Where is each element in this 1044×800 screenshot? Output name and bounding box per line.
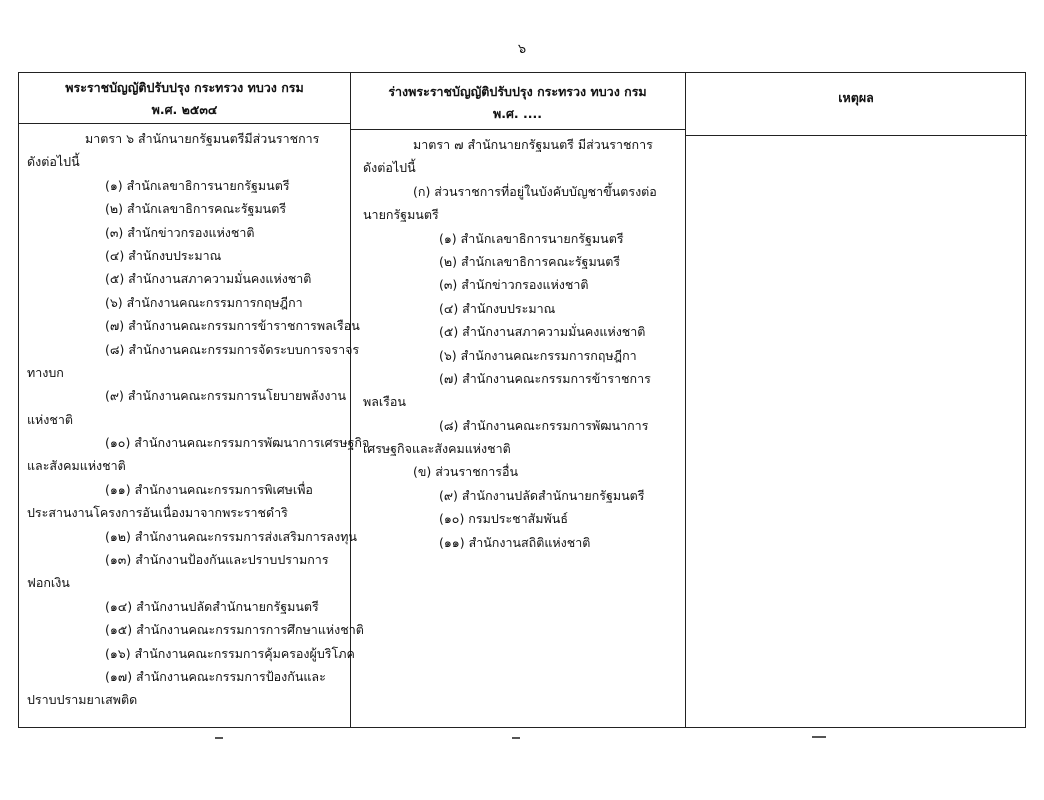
text-line: มาตรา ๖ สำนักนายกรัฐมนตรีมีส่วนราชการ <box>85 131 320 146</box>
header-draft-act-year: พ.ศ. .... <box>492 106 543 121</box>
text-line: (๔) สำนักงบประมาณ <box>105 247 222 263</box>
text-line: และสังคมแห่งชาติ <box>27 458 126 474</box>
text-line: (๙) สำนักงานคณะกรรมการนโยบายพลังงาน <box>105 388 347 404</box>
text-line: (๗) สำนักงานคณะกรรมการข้าราชการพลเรือน <box>105 318 360 334</box>
text-line: (๘) สำนักงานคณะกรรมการจัดระบบการจราจร <box>105 341 360 357</box>
text-line: (๑๖) สำนักงานคณะกรรมการคุ้มครองผู้บริโภค <box>105 645 355 661</box>
text-line: (๑) สำนักเลขาธิการนายกรัฐมนตรี <box>439 230 624 246</box>
text-line: (๒) สำนักเลขาธิการคณะรัฐมนตรี <box>105 201 287 217</box>
scan-mark <box>215 737 223 739</box>
text-line: (๘) สำนักงานคณะกรรมการพัฒนาการ <box>439 417 649 433</box>
header-current-act-title: พระราชบัญญัติปรับปรุง กระทรวง ทบวง กรม <box>65 80 304 95</box>
header-reason <box>685 87 1027 109</box>
text-line: (๑๒) สำนักงานคณะกรรมการส่งเสริมการลงทุน <box>105 528 357 544</box>
text-line: แห่งชาติ <box>27 411 74 427</box>
text-line: (๑๕) สำนักงานคณะกรรมการการศึกษาแห่งชาติ <box>105 622 364 638</box>
text-line: ปราบปรามยาเสพติด <box>27 692 138 708</box>
text-line: (ก) ส่วนราชการที่อยู่ในบังคับบัญชาขึ้นตรงต่อ <box>413 183 657 199</box>
text-line: (๑๓) สำนักงานป้องกันและปราบปรามการ <box>105 552 329 568</box>
text-line: (๑) สำนักเลขาธิการนายกรัฐมนตรี <box>105 177 290 193</box>
text-line: พลเรือน <box>363 394 406 410</box>
scan-mark <box>512 737 520 739</box>
header-reason-title: เหตุผล <box>838 90 874 105</box>
text-line: (๑๔) สำนักงานปลัดสำนักนายกรัฐมนตรี <box>105 598 319 614</box>
text-line: (๓) สำนักข่าวกรองแห่งชาติ <box>439 277 589 293</box>
scan-mark <box>812 736 826 738</box>
text-line: (๒) สำนักเลขาธิการคณะรัฐมนตรี <box>439 253 621 269</box>
text-line: มาตรา ๗ สำนักนายกรัฐมนตรี มีส่วนราชการ <box>413 137 653 152</box>
text-line: (๑๐) กรมประชาสัมพันธ์ <box>439 511 568 527</box>
text-line: ดังต่อไปนี้ <box>27 154 80 170</box>
text-line: (๗) สำนักงานคณะกรรมการข้าราชการ <box>439 370 651 386</box>
text-line: (๕) สำนักงานสภาความมั่นคงแห่งชาติ <box>105 271 312 287</box>
header-current-act <box>19 77 350 121</box>
text-line: ประสานงานโครงการอันเนื่องมาจากพระราชดำริ <box>27 505 288 521</box>
text-line: (ข) ส่วนราชการอื่น <box>413 464 519 480</box>
header-draft-act-title: ร่างพระราชบัญญัติปรับปรุง กระทรวง ทบวง กรม <box>388 84 647 99</box>
header-draft-act <box>350 81 685 125</box>
text-line: (๔) สำนักงบประมาณ <box>439 300 556 316</box>
header-current-act-year: พ.ศ. ๒๕๓๔ <box>151 102 218 117</box>
draft-act-column <box>363 133 681 554</box>
text-line: (๑๑) สำนักงานสถิติแห่งชาติ <box>439 534 591 550</box>
text-line: (๑๐) สำนักงานคณะกรรมการพัฒนาการเศรษฐกิจ <box>105 435 370 451</box>
column-divider <box>685 73 686 727</box>
text-line: (๓) สำนักข่าวกรองแห่งชาติ <box>105 224 255 240</box>
header-divider <box>19 123 350 124</box>
header-divider <box>350 129 685 130</box>
text-line: (๑๗) สำนักงานคณะกรรมการป้องกันและ <box>105 668 326 684</box>
header-divider <box>685 135 1027 136</box>
text-line: (๖) สำนักงานคณะกรรมการกฤษฎีกา <box>439 347 637 363</box>
text-line: (๕) สำนักงานสภาความมั่นคงแห่งชาติ <box>439 324 646 340</box>
current-act-column <box>27 127 370 712</box>
text-line: นายกรัฐมนตรี <box>363 207 439 223</box>
text-line: เศรษฐกิจและสังคมแห่งชาติ <box>363 441 511 457</box>
text-line: ทางบก <box>27 364 64 380</box>
text-line: (๑๑) สำนักงานคณะกรรมการพิเศษเพื่อ <box>105 481 313 497</box>
text-line: ดังต่อไปนี้ <box>363 160 416 176</box>
comparison-table <box>18 72 1026 728</box>
text-line: (๖) สำนักงานคณะกรรมการกฤษฎีกา <box>105 294 303 310</box>
text-line: ฟอกเงิน <box>27 575 70 591</box>
page-number: ๖ <box>517 42 527 57</box>
text-line: (๙) สำนักงานปลัดสำนักนายกรัฐมนตรี <box>439 487 645 503</box>
